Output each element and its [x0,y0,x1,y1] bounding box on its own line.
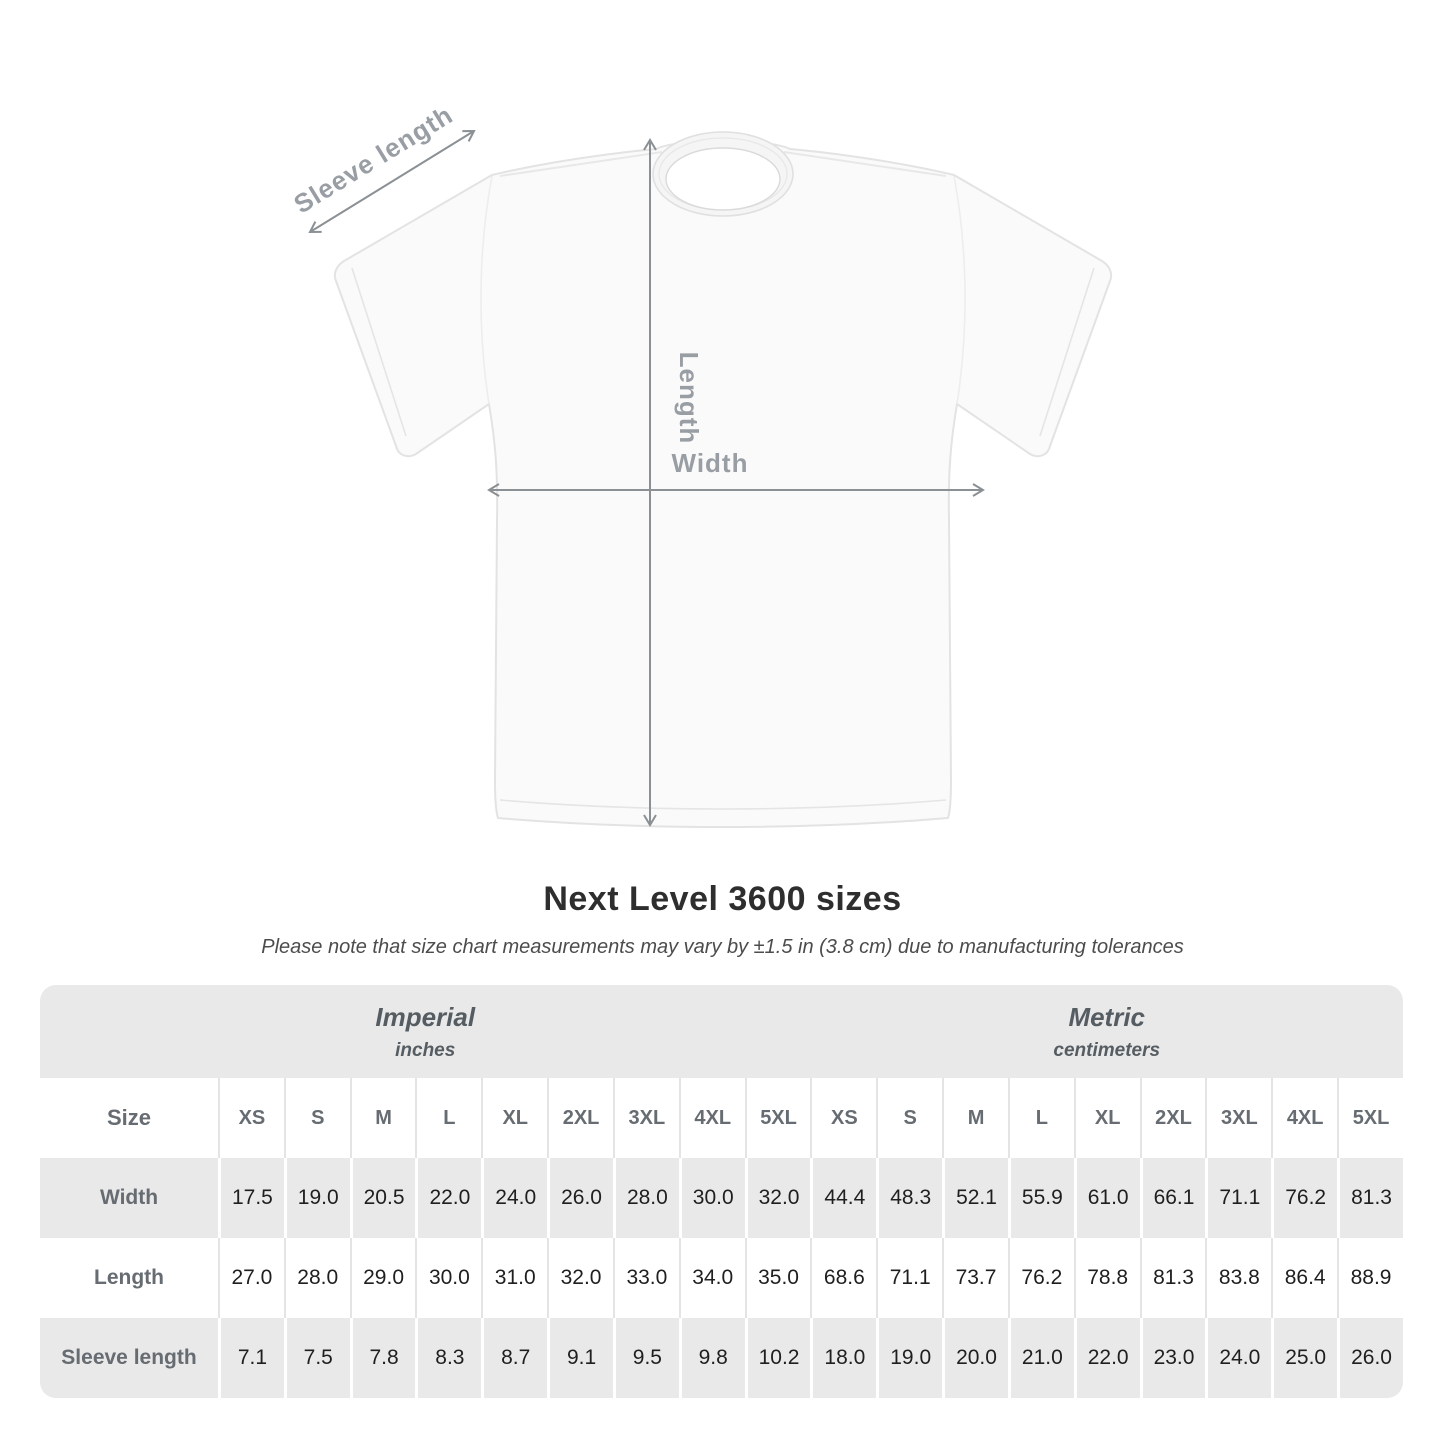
value-cell: 28.0 [613,1158,679,1238]
value-cell: 26.0 [1337,1318,1403,1398]
size-col-header: S [876,1078,942,1158]
value-cell: 81.3 [1140,1238,1206,1318]
value-cell: 28.0 [284,1238,350,1318]
length-label: Length [674,351,704,445]
value-cell: 26.0 [547,1158,613,1238]
value-cell: 20.0 [942,1318,1008,1398]
size-table [40,985,1403,1398]
value-cell: 71.1 [1205,1158,1271,1238]
value-cell: 20.5 [350,1158,416,1238]
value-cell: 86.4 [1271,1238,1337,1318]
value-cell: 7.1 [218,1318,284,1398]
size-col-header: 3XL [1205,1078,1271,1158]
value-cell: 34.0 [679,1238,745,1318]
value-cell: 7.8 [350,1318,416,1398]
size-col-header: 4XL [679,1078,745,1158]
unit-group-imperial [40,985,810,1078]
value-cell: 10.2 [745,1318,811,1398]
value-cell: 61.0 [1074,1158,1140,1238]
collar-graphic [653,132,793,216]
value-cell: 25.0 [1271,1318,1337,1398]
size-header-row [40,1078,1403,1158]
value-cell: 22.0 [1074,1318,1140,1398]
unit-band-row [40,985,1403,1078]
value-cell: 23.0 [1140,1318,1206,1398]
table-row-length [40,1238,1403,1318]
value-cell: 24.0 [481,1158,547,1238]
value-cell: 19.0 [284,1158,350,1238]
size-col-header: L [415,1078,481,1158]
value-cell: 19.0 [876,1318,942,1398]
value-cell: 78.8 [1074,1238,1140,1318]
value-cell: 8.7 [481,1318,547,1398]
value-cell: 31.0 [481,1238,547,1318]
value-cell: 9.1 [547,1318,613,1398]
value-cell: 7.5 [284,1318,350,1398]
value-cell: 76.2 [1271,1158,1337,1238]
size-col-header: 5XL [1337,1078,1403,1158]
size-col-header: 3XL [613,1078,679,1158]
size-col-header: M [942,1078,1008,1158]
size-col-header: M [350,1078,416,1158]
tolerance-note: Please note that size chart measurements may vary by ±1.5 in (3.8 cm) due to manufacturing tolerances [261,936,1184,958]
value-cell: 24.0 [1205,1318,1271,1398]
value-cell: 22.0 [415,1158,481,1238]
metric-label: Metric [1068,1001,1146,1032]
value-cell: 8.3 [415,1318,481,1398]
value-cell: 18.0 [810,1318,876,1398]
value-cell: 9.5 [613,1318,679,1398]
value-cell: 35.0 [745,1238,811,1318]
sleeve-length-label: Sleeve length [288,99,459,220]
value-cell: 66.1 [1140,1158,1206,1238]
imperial-sublabel: inches [395,1039,456,1061]
value-cell: 52.1 [942,1158,1008,1238]
value-cell: 73.7 [942,1238,1008,1318]
value-cell: 55.9 [1008,1158,1074,1238]
value-cell: 48.3 [876,1158,942,1238]
table-row-sleeve-length [40,1318,1403,1398]
value-cell: 68.6 [810,1238,876,1318]
size-col-header: 2XL [1140,1078,1206,1158]
size-col-header: 2XL [547,1078,613,1158]
page-title: Next Level 3600 sizes [543,880,902,918]
size-header-label: Size [40,1078,218,1158]
value-cell: 32.0 [745,1158,811,1238]
table-row-width [40,1158,1403,1238]
size-col-header: XS [810,1078,876,1158]
size-col-header: S [284,1078,350,1158]
size-col-header: XS [218,1078,284,1158]
value-cell: 81.3 [1337,1158,1403,1238]
value-cell: 71.1 [876,1238,942,1318]
value-cell: 32.0 [547,1238,613,1318]
value-cell: 44.4 [810,1158,876,1238]
value-cell: 30.0 [415,1238,481,1318]
size-col-header: 4XL [1271,1078,1337,1158]
size-col-header: XL [1074,1078,1140,1158]
row-label: Sleeve length [40,1318,218,1398]
value-cell: 29.0 [350,1238,416,1318]
unit-group-metric [810,985,1403,1078]
value-cell: 17.5 [218,1158,284,1238]
value-cell: 83.8 [1205,1238,1271,1318]
size-col-header: XL [481,1078,547,1158]
value-cell: 27.0 [218,1238,284,1318]
tshirt-graphic [335,132,1111,827]
value-cell: 33.0 [613,1238,679,1318]
size-col-header: L [1008,1078,1074,1158]
value-cell: 76.2 [1008,1238,1074,1318]
value-cell: 9.8 [679,1318,745,1398]
value-cell: 30.0 [679,1158,745,1238]
size-col-header: 5XL [745,1078,811,1158]
value-cell: 21.0 [1008,1318,1074,1398]
metric-sublabel: centimeters [1053,1039,1161,1061]
row-label: Length [40,1238,218,1318]
row-label: Width [40,1158,218,1238]
width-label: Width [671,448,749,478]
value-cell: 88.9 [1337,1238,1403,1318]
imperial-label: Imperial [375,1001,476,1032]
